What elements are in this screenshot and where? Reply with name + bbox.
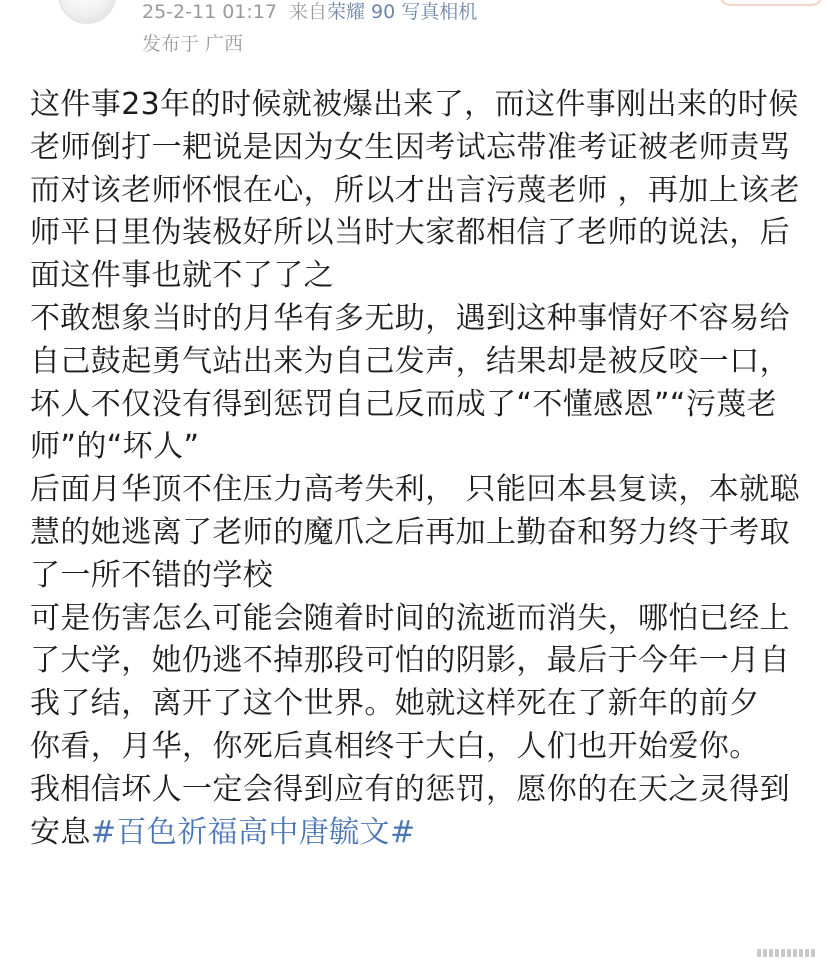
more-bar	[769, 949, 773, 957]
more-bar	[799, 949, 803, 957]
more-bar	[793, 949, 797, 957]
more-bar	[775, 949, 779, 957]
follow-button[interactable]	[718, 0, 824, 6]
post-paragraph-last	[30, 769, 810, 855]
more-bars-icon[interactable]	[735, 940, 815, 966]
post-paragraph-text: 我相信坏人一定会得到应有的惩罚，愿你的在天之灵得到安息	[30, 771, 790, 850]
avatar[interactable]	[58, 0, 116, 24]
post-meta	[142, 0, 477, 24]
post-paragraph: 你看，月华，你死后真相终于大白，人们也开始爱你。	[30, 728, 760, 764]
post-time: 25-2-11 01:17	[142, 1, 277, 23]
post-body	[30, 84, 810, 854]
more-bar	[763, 949, 767, 957]
post-location: 发布于 广西	[142, 33, 244, 55]
post-paragraph: 这件事23年的时候就被爆出来了，而这件事刚出来的时候老师倒打一耙说是因为女生因考试忘带准考证被老师责骂而对该老师怀恨在心，所以才出言污蔑老师 ，再加上该老师平日里伪装极好所以当时大家都相信了老师的说法，后面这件事也就不了了之	[30, 87, 800, 294]
hashtag-link[interactable]: #百色祈福高中唐毓文#	[90, 814, 416, 850]
post-paragraph: 后面月华顶不住压力高考失利， 只能回本县复读，本就聪慧的她逃离了老师的魔爪之后再加上勤奋和努力终于考取了一所不错的学校	[30, 472, 800, 593]
source-prefix: 来自	[288, 1, 327, 23]
more-bar	[787, 949, 791, 957]
source-device-link[interactable]: 荣耀 90 写真相机	[326, 1, 478, 23]
more-bar	[811, 949, 815, 957]
post-header	[0, 0, 828, 70]
post-paragraph: 可是伤害怎么可能会随着时间的流逝而消失，哪怕已经上了大学，她仍逃不掉那段可怕的阴影，最后于今年一月自我了结，离开了这个世界。她就这样死在了新年的前夕	[30, 600, 790, 722]
more-bar	[805, 949, 809, 957]
post-paragraph: 不敢想象当时的月华有多无助，遇到这种事情好不容易给自己鼓起勇气站出来为自己发声，结果却是被反咬一口，坏人不仅没有得到惩罚自己反而成了“不懂感恩”“污蔑老师”的“坏人”	[30, 300, 790, 465]
more-bar	[757, 949, 761, 957]
more-bar	[781, 949, 785, 957]
